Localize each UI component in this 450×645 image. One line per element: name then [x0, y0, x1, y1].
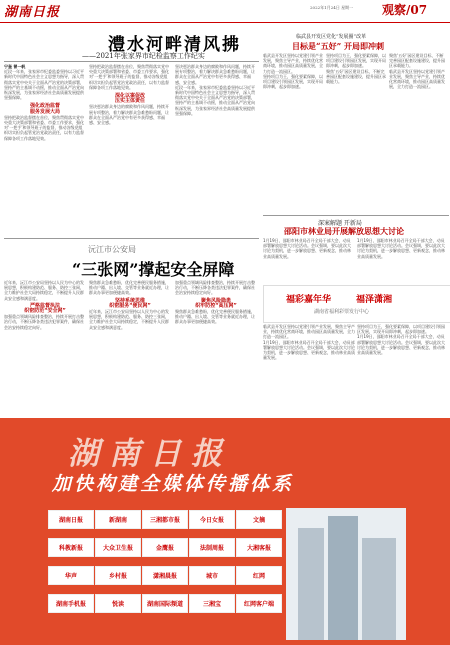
- publication-logo[interactable]: 城市: [189, 566, 235, 585]
- article1-col1: 宁奎 曾一帆 近段一年来，张家界市纪委监委坚持以习近平新时代中国特色社会主义思想为指导，深入贯彻落实党中央关于全面从严治党的决策部署，坚持严的主基调不动摇，推动全面从严治党向纵深发展，为张家界经济社会高质量发展提供坚强保障。 强化政治监督 服务发展大局 坚持把政治监督摆在首位，聚焦贯彻落实党中央重大决策部署和省委、市委工作要求，强化对‘一把手’和领导班子的监督，推动各级党组织切实担负起管党治党政治责任，以有力监督保障各项工作落地见效。: [4, 64, 84, 141]
- banner-subtitle: 加快构建全媒体传播体系: [52, 473, 295, 495]
- article2-col2: 聚焦群众急难愁盼，优化完善便民服务措施，推动户籍、出入境、交管等业务就近办理，让群众办事更加便捷高效。 坚持系统思维 织密服务“便民网” 近年来，沅江市公安局坚持以人民为中心的发展思想，积极构建防范、服务、防控三张网，全力维护社会大局持续稳定，不断提升人民群众安全感和满意度。: [89, 280, 169, 330]
- building-image: [286, 508, 406, 640]
- banner-title: 湖南日报: [68, 436, 232, 472]
- article2-kicker: 沅江市公安局: [88, 245, 136, 254]
- publication-logo[interactable]: 三湘宝: [189, 594, 235, 613]
- article1-col3: 坚决惩治群众身边的腐败和作风问题，持续开展专项整治，着力解决群众急难愁盼问题，让群众在全面从严治党中有更多获得感、幸福感、安全感。 近段一年来，张家界市纪委监委坚持以习近平新时代中国特色社会主义思想为指导，深入贯彻落实党中央关于全面从严治党的决策部署，坚持严的主基调不动摇，推动全面从严治党向纵深发展，为张家界经济社会高质量发展提供坚强保障。: [175, 64, 255, 116]
- publication-logo[interactable]: 三湘都市报: [142, 510, 188, 529]
- publication-logo[interactable]: 新湖南: [95, 510, 141, 529]
- article2-subhead2: 坚持系统思维 织密服务“便民网”: [109, 297, 151, 309]
- masthead: 湖南日报: [4, 5, 61, 20]
- publication-logo[interactable]: 今日女报: [189, 510, 235, 529]
- byline: 宁奎 曾一帆: [4, 64, 26, 69]
- article4-body-right: 1月19日，邵阳市林业局召开全局干部大会，动员部署解放思想大讨论活动。会议强调，要以此次大讨论为契机，进一步解放思想、更新观念，推动林业高质量发展。: [357, 238, 445, 259]
- article1-col2: 坚持把政治监督摆在首位，聚焦贯彻落实党中央重大决策部署和省委、市委工作要求，强化对‘一把手’和领导班子的监督，推动各级党组织切实担负起管党治党政治责任，以有力监督保障各项工作落地见效。 深化以案促改 压实主体责任 坚决惩治群众身边的腐败和作风问题，持续开展专项整治，着力解决群众急难愁盼问题，让群众在全面从严治党中有更多获得感、幸福感、安全感。: [89, 64, 169, 126]
- article3-col3: 聚焦‘五好’园区建设目标，不断完善园区配套设施建设，提升园区承载能力。 临武县开发区坚持以党建引领产业发展，聚焦主导产业，持续优化营商环境，推动园区高质量发展，全力打造一流园区。: [389, 53, 445, 90]
- article3-col2: 坚持项目为王，强化要素保障，以项目建设引领园区发展，实现开局即冲刺，起步即加速。 聚焦‘五好’园区建设目标，不断完善园区配套设施建设，提升园区承载能力。: [326, 53, 386, 85]
- ad-note: 湖南省福利彩票发行中心: [314, 309, 370, 315]
- article3-col1: 临武县开发区坚持以党建引领产业发展，聚焦主导产业，持续优化营商环境，推动园区高质量发展，全力打造一流园区。 坚持项目为王，强化要素保障，以项目建设引领园区发展，实现开局即冲刺，起步即加速。: [263, 53, 323, 90]
- article3-kicker: 临武县开发区党化“发展圈”改革: [296, 34, 367, 40]
- publication-logo[interactable]: 华声: [48, 566, 94, 585]
- page-meta: 2022年1月24日 星期一: [310, 5, 354, 10]
- publication-logo[interactable]: 法制周报: [189, 538, 235, 557]
- publications-grid: [48, 508, 286, 640]
- publication-logo[interactable]: 大湘客报: [236, 538, 282, 557]
- publication-logo[interactable]: 悦读: [95, 594, 141, 613]
- ad-brand: 福彩嘉年华: [286, 295, 332, 305]
- publication-logo[interactable]: 金鹰报: [142, 538, 188, 557]
- article4-title: 邵阳市林业局开展解放思想大讨论: [284, 226, 404, 236]
- publication-logo[interactable]: 湖南国际频道: [142, 594, 188, 613]
- publication-logo[interactable]: 乡村报: [95, 566, 141, 585]
- publication-logo[interactable]: 湖南手机报: [48, 594, 94, 613]
- right-col-a: 临武县开发区坚持以党建引领产业发展，聚焦主导产业，持续优化营商环境，推动园区高质量发展，全力打造一流园区。 1月19日，邵阳市林业局召开全局干部大会，动员部署解放思想大讨论活动。会议强调，要以此次大讨论为契机，进一步解放思想、更新观念，推动林业高质量发展。: [263, 324, 355, 361]
- article1-subtitle: ——2021年张家界市纪检监察工作纪实: [82, 52, 205, 60]
- article4-body-left: 1月19日，邵阳市林业局召开全局干部大会，动员部署解放思想大讨论活动。会议强调，要以此次大讨论为契机，进一步解放思想、更新观念，推动林业高质量发展。: [263, 238, 351, 259]
- publication-logo[interactable]: 大众卫生报: [95, 538, 141, 557]
- article2-subhead3: 聚焦风险隐患 织牢防控“高压网”: [195, 297, 237, 309]
- right-col-b: 坚持项目为王，强化要素保障，以项目建设引领园区发展，实现开局即冲刺，起步即加速。 1月19日，邵阳市林业局召开全局干部大会，动员部署解放思想大讨论活动。会议强调，要以此次大讨论为契机，进一步解放思想、更新观念，推动林业高质量发展。: [357, 324, 445, 356]
- article2-subhead1: 严格监督执法 织密防范“安全网”: [24, 302, 66, 315]
- article2-title: “三张网”撑起安全屏障: [72, 260, 235, 279]
- section-label: 观察/07: [382, 3, 428, 17]
- publication-logo[interactable]: 湖南日报: [48, 510, 94, 529]
- article1-subhead2: 深化以案促改 压实主体责任: [114, 93, 145, 105]
- article2-col3: 加强重点领域风险排查整治，持续开展打击整治行动，不断压降各类违法犯罪案件，确保社会治安持续稳定向好。 聚焦风险隐患 织牢防控“高压网” 聚焦群众急难愁盼，优化完善便民服务措施，推动户籍、出入境、交管等业务就近办理，让群众办事更加便捷高效。: [175, 280, 255, 325]
- article2-col1: 近年来，沅江市公安局坚持以人民为中心的发展思想，积极构建防范、服务、防控三张网，全力维护社会大局持续稳定，不断提升人民群众安全感和满意度。 严格监督执法 织密防范“安全网” 加强重点领域风险排查整治，持续开展打击整治行动，不断压降各类违法犯罪案件，确保社会治安持续稳定向好。: [4, 280, 84, 330]
- publication-logo[interactable]: 红网: [236, 566, 282, 585]
- ad-slogan: 福泽潇湘: [356, 295, 393, 305]
- article1-subhead1: 强化政治监督 服务发展大局: [29, 103, 60, 115]
- article1-title: 澧水河畔清风拂: [108, 35, 241, 55]
- article3-title: 目标是“五好” 开局即冲刺: [292, 41, 384, 51]
- publication-logo[interactable]: 潇湘晨报: [142, 566, 188, 585]
- article4-kicker: 深案解题 开新局: [318, 220, 362, 227]
- publication-logo[interactable]: 科教新报: [48, 538, 94, 557]
- lottery-ad[interactable]: [263, 285, 450, 323]
- page-header: [0, 0, 450, 23]
- publication-logo[interactable]: 红网客户端: [236, 594, 282, 613]
- publication-logo[interactable]: 文摘: [236, 510, 282, 529]
